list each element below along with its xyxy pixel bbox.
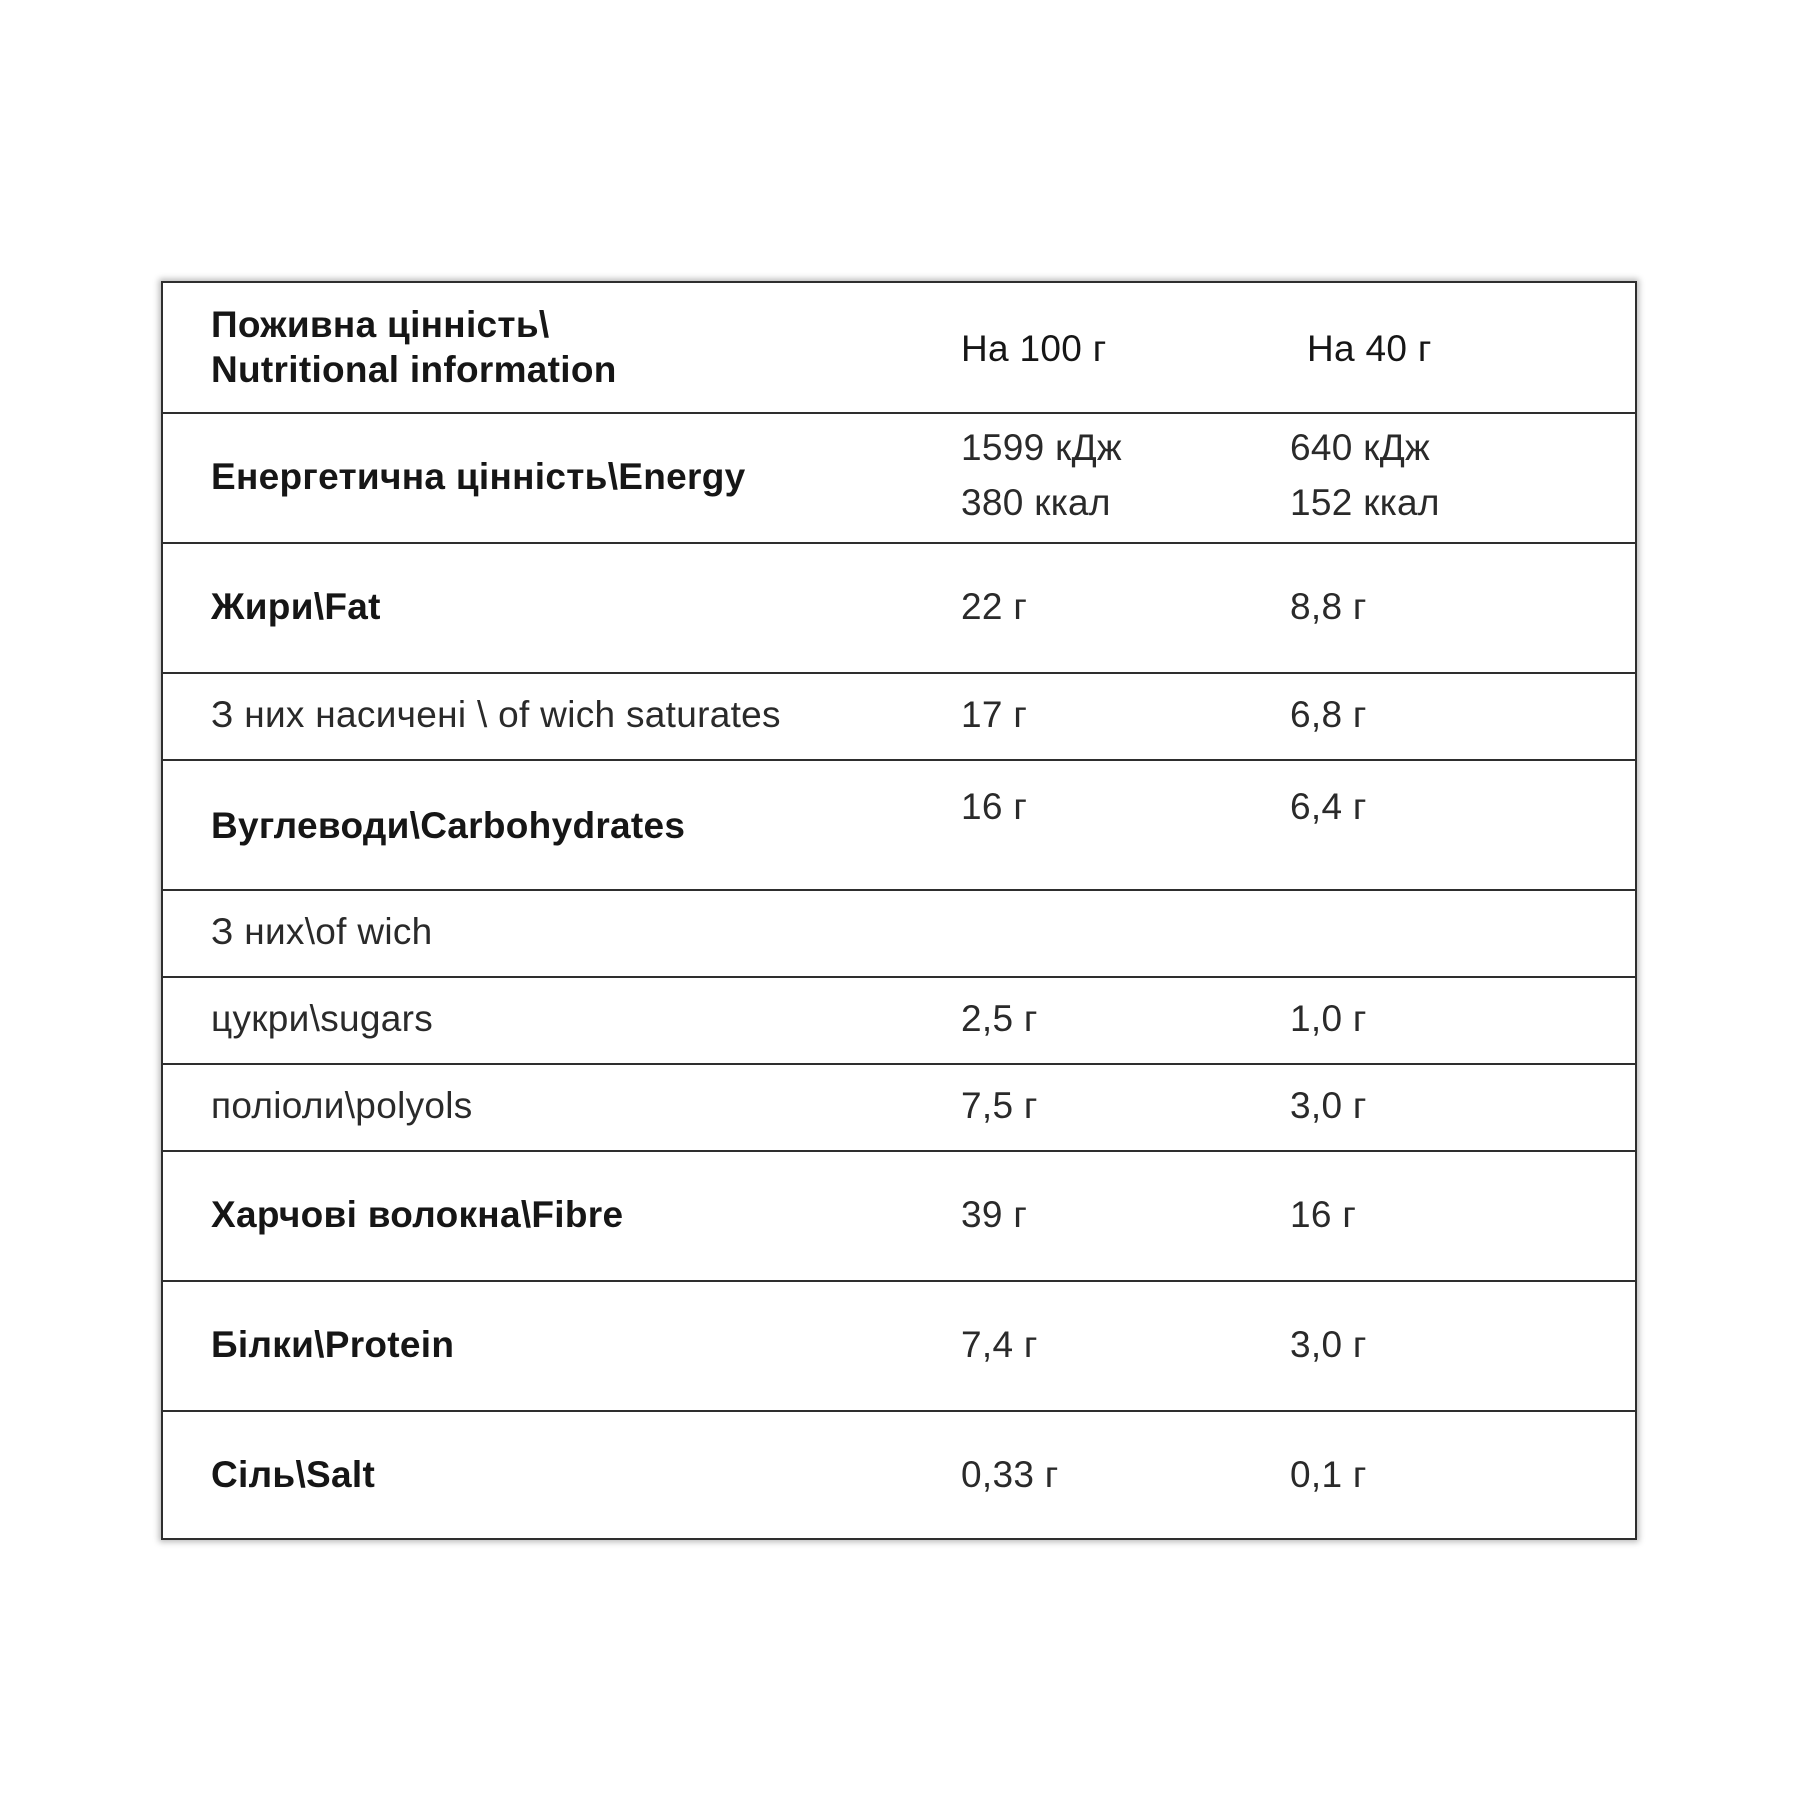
energy-kcal-100g: 380 ккал: [961, 482, 1111, 524]
table-header-row: [163, 283, 1635, 412]
row-label: поліоли\polyols: [211, 1085, 473, 1126]
row-value-100g: 7,5 г: [961, 1085, 1038, 1126]
table-row: [163, 976, 1635, 1063]
row-label: З них\of wich: [211, 911, 433, 952]
header-col-40g: На 40 г: [1307, 328, 1432, 369]
row-value-100g: 16 г: [961, 786, 1028, 827]
row-value-40g: 0,1 г: [1290, 1454, 1367, 1495]
row-value-40g: 1,0 г: [1290, 998, 1367, 1039]
table-row: [163, 759, 1635, 889]
row-label: Жири\Fat: [211, 586, 381, 627]
energy-kcal-40g: 152 ккал: [1290, 482, 1440, 524]
table-row: [163, 1150, 1635, 1280]
header-label-line2: Nutritional information: [211, 349, 617, 391]
row-value-100g: 17 г: [961, 694, 1028, 735]
row-value-100g: [961, 425, 1122, 525]
row-value-40g: 8,8 г: [1290, 586, 1367, 627]
row-value-40g: 3,0 г: [1290, 1085, 1367, 1126]
header-label: [211, 302, 617, 392]
row-value-40g: 3,0 г: [1290, 1324, 1367, 1365]
header-col-100g: На 100 г: [961, 328, 1107, 369]
row-value-100g: 0,33 г: [961, 1454, 1059, 1495]
row-value-100g: 2,5 г: [961, 998, 1038, 1039]
table-row: [163, 1063, 1635, 1150]
table-row: [163, 542, 1635, 672]
table-row: [163, 1280, 1635, 1410]
row-label: Енергетична цінність\Energy: [211, 456, 746, 497]
row-label: Вуглеводи\Carbohydrates: [211, 805, 686, 846]
energy-kj-100g: 1599 кДж: [961, 427, 1122, 468]
table-row: [163, 889, 1635, 976]
table-row: [163, 1410, 1635, 1538]
row-label: Сіль\Salt: [211, 1454, 376, 1495]
row-label: Харчові волокна\Fibre: [211, 1194, 624, 1235]
row-label: Білки\Protein: [211, 1324, 455, 1365]
energy-kj-40g: 640 кДж: [1290, 427, 1431, 468]
table-row: [163, 412, 1635, 542]
row-value-40g: 6,8 г: [1290, 694, 1367, 735]
row-value-100g: 39 г: [961, 1194, 1028, 1235]
row-value-40g: [1290, 425, 1440, 525]
row-value-100g: 7,4 г: [961, 1324, 1038, 1365]
row-label: цукри\sugars: [211, 998, 434, 1039]
nutrition-table: [161, 281, 1637, 1540]
table-row: [163, 672, 1635, 759]
row-value-40g: 6,4 г: [1290, 786, 1367, 827]
row-value-100g: 22 г: [961, 586, 1028, 627]
row-value-40g: 16 г: [1290, 1194, 1357, 1235]
header-label-line1: Поживна цінність\: [211, 304, 550, 345]
row-label: З них насичені \ of wich saturates: [211, 694, 781, 735]
